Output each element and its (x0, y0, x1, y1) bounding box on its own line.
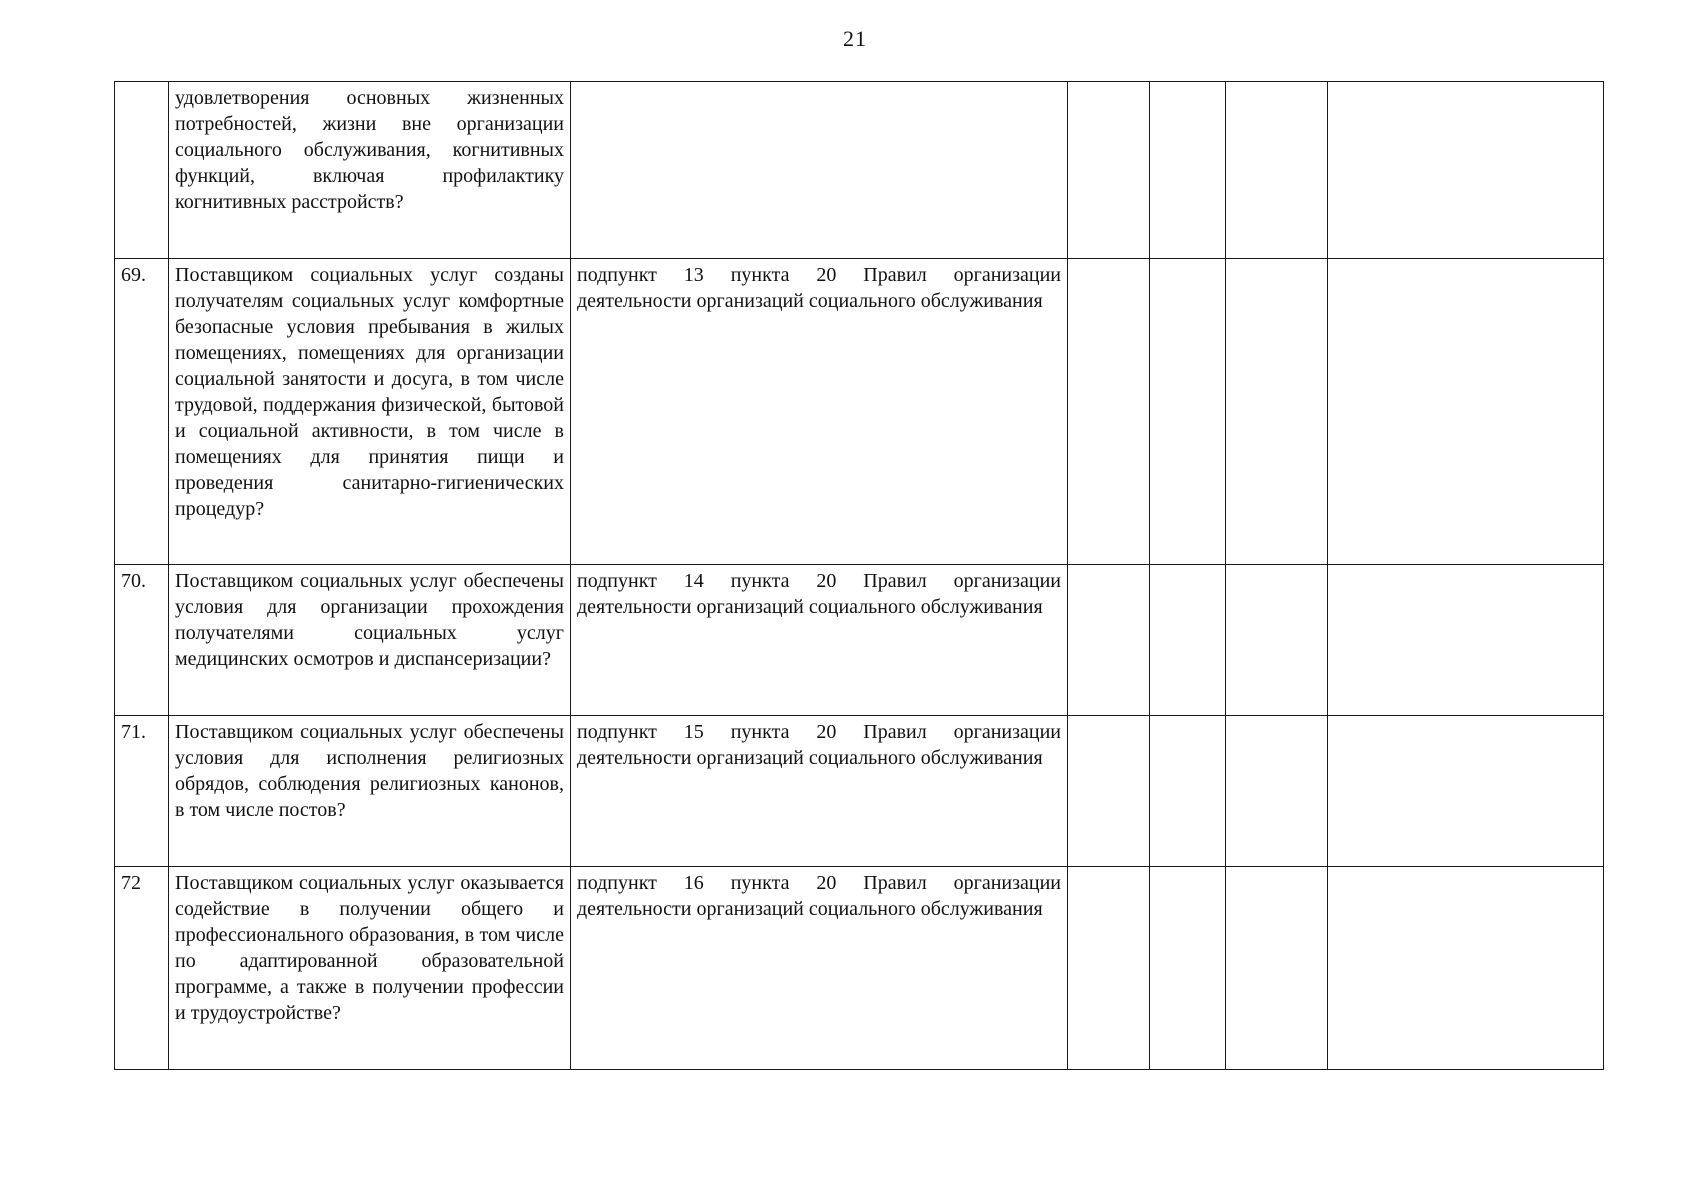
answer-not-applicable-cell[interactable] (1226, 867, 1328, 1070)
row-number-cell: 69. (115, 259, 169, 565)
question-cell: удовлетворения основных жизненных потребностей, жизни вне организации социального обслуживания, когнитивных функций, включая профилактику когнитивных расстройств? (169, 82, 571, 259)
answer-yes-cell[interactable] (1068, 565, 1150, 716)
answer-not-applicable-cell[interactable] (1226, 259, 1328, 565)
page-number: 21 (843, 26, 867, 51)
legal-reference-cell: подпункт 15 пункта 20 Правил организации деятельности организаций социального обслуживания (571, 716, 1068, 867)
answer-yes-cell[interactable] (1068, 259, 1150, 565)
question-cell: Поставщиком социальных услуг обеспечены условия для исполнения религиозных обрядов, соблюдения религиозных канонов, в том числе постов? (169, 716, 571, 867)
row-number-cell (115, 82, 169, 259)
row-number-cell: 71. (115, 716, 169, 867)
question-cell: Поставщиком социальных услуг обеспечены условия для организации прохождения получателями социальных услуг медицинских осмотров и диспансеризации? (169, 565, 571, 716)
answer-not-applicable-cell[interactable] (1226, 565, 1328, 716)
row-number-cell: 70. (115, 565, 169, 716)
answer-not-applicable-cell[interactable] (1226, 716, 1328, 867)
legal-reference-cell: подпункт 16 пункта 20 Правил организации деятельности организаций социального обслуживания (571, 867, 1068, 1070)
row-number-cell: 72 (115, 867, 169, 1070)
answer-yes-cell[interactable] (1068, 82, 1150, 259)
table-row (115, 716, 1604, 867)
answer-yes-cell[interactable] (1068, 716, 1150, 867)
answer-no-cell[interactable] (1150, 716, 1226, 867)
note-cell[interactable] (1328, 82, 1604, 259)
note-cell[interactable] (1328, 867, 1604, 1070)
question-cell: Поставщиком социальных услуг оказывается содействие в получении общего и профессионального образования, в том числе по адаптированной образовательной программе, а также в получении профессии и трудоустройстве? (169, 867, 571, 1070)
table-row (115, 867, 1604, 1070)
answer-not-applicable-cell[interactable] (1226, 82, 1328, 259)
legal-reference-cell (571, 82, 1068, 259)
legal-reference-cell: подпункт 14 пункта 20 Правил организации деятельности организаций социального обслуживания (571, 565, 1068, 716)
table-row (115, 565, 1604, 716)
legal-reference-cell: подпункт 13 пункта 20 Правил организации деятельности организаций социального обслуживания (571, 259, 1068, 565)
note-cell[interactable] (1328, 259, 1604, 565)
answer-no-cell[interactable] (1150, 565, 1226, 716)
table-row (115, 82, 1604, 259)
note-cell[interactable] (1328, 565, 1604, 716)
table-row (115, 259, 1604, 565)
checklist-table (114, 81, 1604, 1070)
answer-yes-cell[interactable] (1068, 867, 1150, 1070)
answer-no-cell[interactable] (1150, 867, 1226, 1070)
answer-no-cell[interactable] (1150, 259, 1226, 565)
note-cell[interactable] (1328, 716, 1604, 867)
question-cell: Поставщиком социальных услуг созданы получателям социальных услуг комфортные безопасные условия пребывания в жилых помещениях, помещениях для организации социальной занятости и досуга, в том числе трудовой, поддержания физической, бытовой и социальной активности, в том числе в помещениях для принятия пищи и проведения санитарно-гигиенических процедур? (169, 259, 571, 565)
answer-no-cell[interactable] (1150, 82, 1226, 259)
